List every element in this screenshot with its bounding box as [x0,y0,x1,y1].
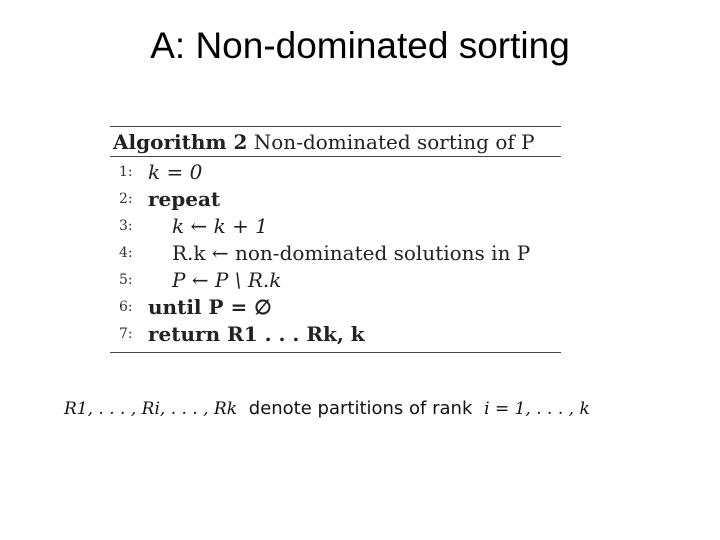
algorithm-line [110,186,561,213]
partition-symbols: R1, . . . , Ri, . . . , Rk [64,399,238,419]
algorithm-header [110,127,561,156]
bottom-rule [110,352,561,353]
algorithm-box [110,126,561,353]
line-number: 6: [119,299,133,315]
line-number: 4: [119,245,133,261]
line-number: 1: [119,164,133,180]
algorithm-lines [110,157,561,352]
line-number: 3: [119,218,133,234]
partition-note [64,398,664,419]
algorithm-caption: Non-dominated sorting of P [253,130,535,154]
line-code: k = 0 [148,160,203,184]
line-code: repeat [148,187,221,211]
algorithm-line [110,240,561,267]
algorithm-line [110,294,561,321]
line-code: until P = ∅ [148,295,272,319]
line-number: 5: [119,272,133,288]
algorithm-line [110,267,561,294]
partition-text: denote partitions of rank [248,398,473,419]
algorithm-line [110,159,561,186]
slide-title: A: Non-dominated sorting [150,25,570,66]
line-number: 2: [119,191,133,207]
line-code: return R1 . . . Rk, k [148,322,365,346]
line-code: P ← P \ R.k [172,268,282,292]
algorithm-label: Algorithm 2 [113,130,248,154]
line-number: 7: [119,326,133,342]
line-code: R.k ← non-dominated solutions in P [172,241,531,265]
rank-range: i = 1, . . . , k [484,399,590,419]
line-code: k ← k + 1 [172,214,268,238]
algorithm-line [110,213,561,240]
algorithm-line [110,321,561,348]
